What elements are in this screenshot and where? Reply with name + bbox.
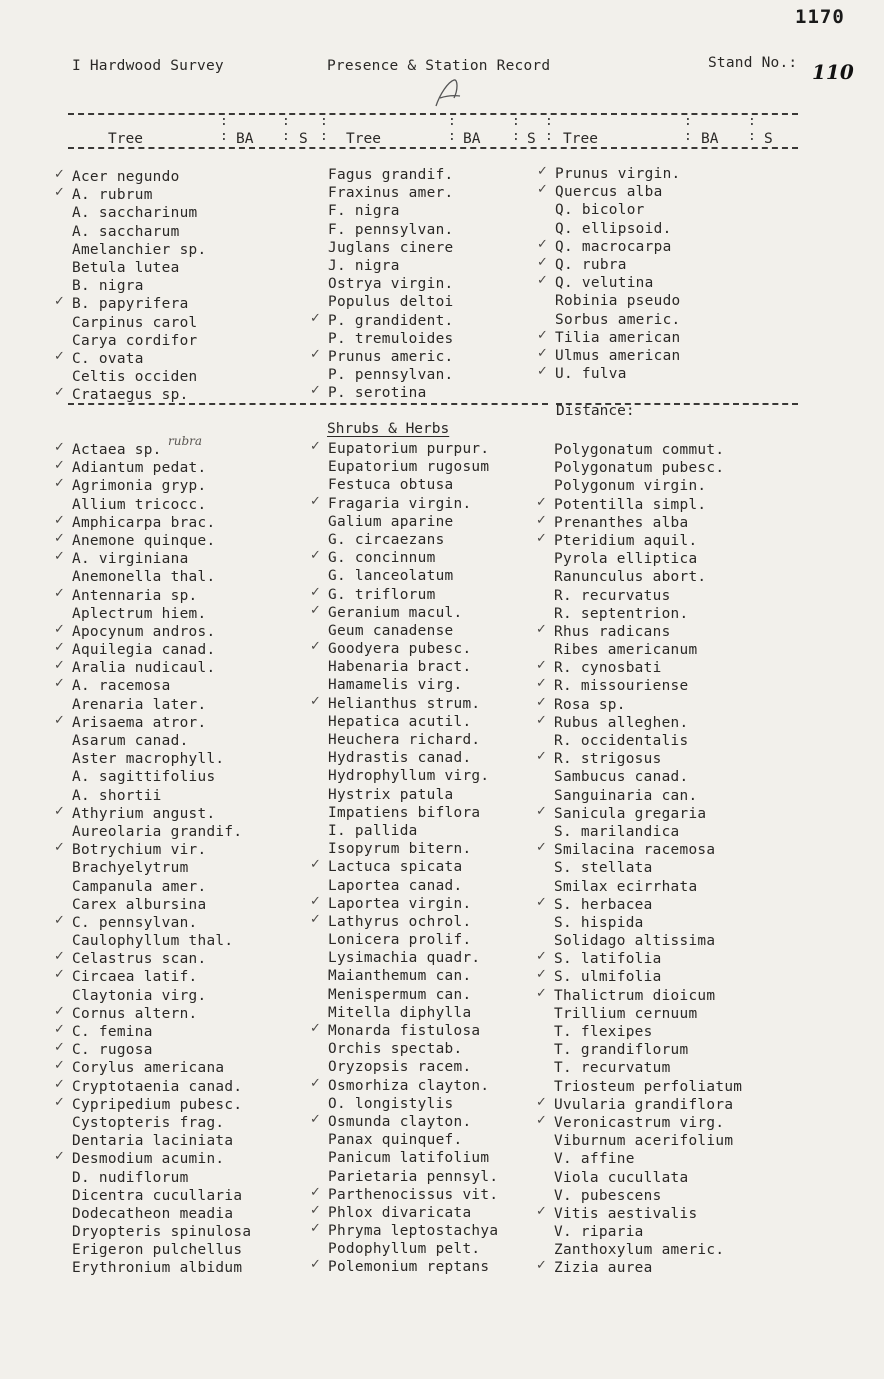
herb-entry: Hepatica acutil. — [328, 713, 472, 730]
herb-entry: ✓ Uvularia grandiflora — [554, 1096, 742, 1114]
herb-entry: ✓ Geranium macul. — [328, 604, 498, 622]
herb-entry: ✓ R. strigosus — [554, 750, 742, 768]
herb-entry: Arenaria later. — [72, 696, 207, 713]
tree-entry: Celtis occiden — [72, 369, 198, 386]
herb-entry: ✓ Botrychium vir. — [72, 841, 251, 859]
herb-entry: Asarum canad. — [72, 733, 189, 749]
tree-entry: Juglans cinere — [328, 239, 454, 256]
col-header-s-3: S — [764, 131, 773, 147]
herb-entry: T. grandiflorum — [554, 1042, 689, 1059]
herb-entry: ✓ Osmorhiza clayton. — [328, 1077, 498, 1095]
col-header-ba-3: BA — [701, 131, 719, 147]
herb-entry: Caulophyllum thal. — [72, 933, 234, 950]
stand-label: Stand No.: — [708, 55, 798, 71]
stamp-number: 1170 — [795, 6, 845, 28]
herb-entry: Viburnum acerifolium — [554, 1133, 734, 1150]
herb-entry: ✓ Parthenocissus vit. — [328, 1186, 498, 1204]
herb-entry: Aplectrum hiem. — [72, 605, 207, 622]
tree-entry: ✓ Q. rubra — [555, 256, 681, 274]
herb-entry: Festuca obtusa — [328, 477, 454, 494]
herb-entry: ✓ Rubus alleghen. — [554, 714, 742, 732]
herb-entry: V. pubescens — [554, 1187, 662, 1204]
herb-entry: ✓ S. herbacea — [554, 896, 742, 914]
herb-entry: Aureolaria grandif. — [72, 823, 243, 840]
tree-entry: P. pennsylvan. — [328, 367, 454, 384]
herb-list-3 — [554, 441, 742, 1278]
herb-entry: ✓ Lactuca spicata — [328, 858, 498, 876]
herb-entry: ✓ Potentilla simpl. — [554, 496, 742, 514]
herb-entry: ✓ A. virginiana — [72, 550, 251, 568]
herb-entry: ✓ Veronicastrum virg. — [554, 1114, 742, 1132]
herb-entry: ✓ Aquilegia canad. — [72, 641, 251, 659]
col-header-ba-2: BA — [463, 131, 481, 147]
tree-entry: F. pennsylvan. — [328, 221, 454, 238]
herb-entry: T. flexipes — [554, 1024, 653, 1040]
herb-entry: Allium tricocc. — [72, 496, 207, 513]
tree-entry: ✓ Q. velutina — [555, 274, 681, 292]
herb-entry: ✓ Anemone quinque. — [72, 532, 251, 550]
tree-entry: A. saccharum — [72, 223, 180, 240]
tree-entry: Ostrya virgin. — [328, 276, 454, 293]
record-title: Presence & Station Record — [327, 58, 551, 74]
col-header-tree-1: Tree — [108, 131, 143, 147]
tree-entry: ✓ U. fulva — [555, 365, 681, 383]
herb-entry: V. riparia — [554, 1224, 644, 1241]
herb-entry: Hydrastis canad. — [328, 750, 472, 767]
herb-entry: S. stellata — [554, 860, 653, 877]
herb-entry: ✓ Antennaria sp. — [72, 587, 251, 605]
herb-entry: Erigeron pulchellus — [72, 1242, 243, 1259]
herb-entry: ✓ Actaea sp. — [72, 441, 251, 459]
herb-entry: ✓ Zizia aurea — [554, 1259, 742, 1277]
herb-entry: A. sagittifolius — [72, 769, 216, 786]
tree-entry: ✓ P. serotina — [328, 384, 454, 402]
survey-sheet: 1170 I Hardwood Survey Presence & Station Record Stand No.: 110 Tree BA S Tree BA S Tree BA S : : : : : : : : : : : : : : : : ✓ Acer negundo ✓ A. rubrum A. saccharinum A. saccharum Amelanchier sp. Betula lutea B. nigra ✓ B. papyrifera Carpinus carol Carya cordifor ✓ C. ovata Celtis occiden ✓ Crataegus sp. Fagus grandif. Fraxinus amer. F. nigra F. pennsylvan. Juglans cinere J. nigra Ostrya virgin. Populus deltoi ✓ P. grandident. P. tremuloides ✓ Prunus americ. P. pennsylvan. ✓ P. serotina ✓ Prunus virgin. ✓ Quercus alba Q. bicolor Q. ellipsoid. ✓ Q. macrocarpa ✓ Q. rubra ✓ Q. velutina Robinia pseudo Sorbus americ. ✓ Tilia american ✓ Ulmus american ✓ U. fulva Distance: Shrubs & Herbs rubra ✓ Actaea sp. ✓ Adiantum pedat. ✓ Agrimonia gryp. Allium tricocc. ✓ Amphicarpa brac. ✓ Anemone quinque. ✓ A. virginiana Anemonella thal. ✓ Antennaria sp. Aplectrum hiem. ✓ Apocynum andros. ✓ Aquilegia canad. ✓ Aralia nudicaul. ✓ A. racemosa Arenaria later. ✓ Arisaema atror. Asarum canad. Aster macrophyll. A. sagittifolius A. shortii ✓ Athyrium angust. Aureolaria grandif. ✓ Botrychium vir. Brachyelytrum Campanula amer. Carex albursina ✓ C. pennsylvan. Caulophyllum thal. ✓ Celastrus scan. ✓ Circaea latif. Claytonia virg. ✓ Cornus altern. ✓ C. femina ✓ C. rugosa ✓ Corylus americana ✓ Cryptotaenia canad. ✓ Cypripedium pubesc. Cystopteris frag. Dentaria laciniata ✓ Desmodium acumin. D. nudiflorum Dicentra cucullaria Dodecatheon meadia Dryopteris spinulosa Erigeron pulchellus Erythronium albidum ✓ Eupatorium purpur. Eupatorium rugosum Festuca obtusa ✓ Fragaria virgin. Galium aparine G. circaezans ✓ G. concinnum G. lanceolatum ✓ G. triflorum ✓ Geranium macul. Geum canadense ✓ Goodyera pubesc. Habenaria bract. Hamamelis virg. ✓ Helianthus strum. Hepatica acutil. Heuchera richard. Hydrastis canad. Hydrophyllum virg. Hystrix patula Impatiens biflora I. pallida Isopyrum bitern. ✓ Lactuca spicata Laportea canad. ✓ Laportea virgin. ✓ Lathyrus ochrol. Lonicera prolif. Lysimachia quadr. Maianthemum can. Menispermum can. Mitella diphylla ✓ Monarda fistulosa Orchis spectab. Oryzopsis racem. ✓ Osmorhiza clayton. O. longistylis ✓ Osmunda clayton. Panax quinquef. Panicum latifolium Parietaria pennsyl. ✓ Parthenocissus vit. ✓ Phlox divaricata ✓ Phryma leptostachya Podophyllum pelt. ✓ Polemonium reptans Polygonatum commut. Polygonatum pubesc. Polygonum virgin. ✓ Potentilla simpl. ✓ Prenanthes alba ✓ Pteridium aquil. Pyrola elliptica Ranunculus abort. R. recurvatus R. septentrion. ✓ Rhus radicans Ribes americanum ✓ R. cynosbati ✓ R. missouriense ✓ Rosa sp. ✓ Rubus alleghen. R. occidentalis ✓ R. strigosus Sambucus canad. Sanguinaria can. ✓ Sanicula gregaria S. marilandica ✓ Smilacina racemosa S. stellata Smilax ecirrhata ✓ S. herbacea S. hispida Solidago altissima ✓ S. latifolia ✓ S. ulmifolia ✓ Thalictrum dioicum Trillium cernuum T. flexipes T. grandiflorum T. recurvatum Triosteum perfoliatum ✓ Uvularia grandiflora ✓ Veronicastrum virg. Viburnum acerifolium V. affine Viola cucullata V. pubescens ✓ Vitis aestivalis V. riparia Zanthoxylum americ. ✓ Zizia aurea — [0, 0, 884, 1379]
col-header-s-2: S — [527, 131, 536, 147]
herb-entry: ✓ Circaea latif. — [72, 968, 251, 986]
survey-title: I Hardwood Survey — [72, 58, 224, 74]
herb-entry: ✓ Rhus radicans — [554, 623, 742, 641]
tree-entry: ✓ Prunus virgin. — [555, 165, 681, 183]
herb-entry: ✓ Smilacina racemosa — [554, 841, 742, 859]
herb-entry: ✓ Monarda fistulosa — [328, 1022, 498, 1040]
herb-entry: Claytonia virg. — [72, 987, 207, 1004]
tree-entry: Amelanchier sp. — [72, 241, 207, 258]
handwritten-note: rubra — [168, 434, 203, 448]
herb-entry: Cystopteris frag. — [72, 1114, 225, 1131]
tree-entry: ✓ Q. macrocarpa — [555, 238, 681, 256]
herb-entry: ✓ Osmunda clayton. — [328, 1113, 498, 1131]
herb-entry: ✓ Cornus altern. — [72, 1005, 251, 1023]
herb-entry: Habenaria bract. — [328, 659, 472, 676]
col-header-tree-3: Tree — [563, 131, 598, 147]
tree-entry: B. nigra — [72, 278, 144, 295]
herb-entry: ✓ Phryma leptostachya — [328, 1222, 498, 1240]
herb-entry: Orchis spectab. — [328, 1041, 463, 1058]
tree-entry: ✓ Prunus americ. — [328, 348, 454, 366]
herb-entry: Dryopteris spinulosa — [72, 1224, 252, 1241]
herb-entry: Maianthemum can. — [328, 968, 472, 985]
herb-list-2 — [328, 440, 498, 1277]
herb-entry: ✓ C. rugosa — [72, 1041, 251, 1059]
col-header-s-1: S — [299, 131, 308, 147]
herb-entry: G. circaezans — [328, 531, 445, 548]
herb-entry: ✓ Aralia nudicaul. — [72, 659, 251, 677]
herb-entry: ✓ Apocynum andros. — [72, 623, 251, 641]
herb-entry: Menispermum can. — [328, 986, 472, 1003]
tree-list-1 — [72, 168, 206, 404]
herb-entry: R. septentrion. — [554, 605, 689, 622]
herb-entry: Galium aparine — [328, 513, 454, 530]
herb-entry: ✓ G. triflorum — [328, 586, 498, 604]
herb-entry: ✓ Thalictrum dioicum — [554, 987, 742, 1005]
herb-entry: Oryzopsis racem. — [328, 1059, 472, 1076]
tree-entry: Q. ellipsoid. — [555, 220, 672, 237]
tree-entry: Fagus grandif. — [328, 167, 454, 183]
herb-entry: Brachyelytrum — [72, 860, 189, 877]
herb-entry: ✓ R. missouriense — [554, 677, 742, 695]
herb-entry: Lysimachia quadr. — [328, 950, 481, 967]
herb-entry: Lonicera prolif. — [328, 932, 472, 949]
herb-entry: ✓ Agrimonia gryp. — [72, 477, 251, 495]
herb-entry: O. longistylis — [328, 1095, 454, 1112]
herb-entry: Hystrix patula — [328, 786, 454, 803]
distance-label: Distance: — [556, 403, 635, 419]
tree-entry: ✓ Crataegus sp. — [72, 386, 206, 404]
herb-entry: Erythronium albidum — [72, 1260, 243, 1277]
rule-trees-bottom — [68, 403, 548, 405]
herb-entry: R. recurvatus — [554, 587, 671, 604]
tree-entry: A. saccharinum — [72, 205, 198, 222]
herb-entry: ✓ Adiantum pedat. — [72, 459, 251, 477]
col-header-ba-1: BA — [236, 131, 254, 147]
tree-entry: Carpinus carol — [72, 314, 198, 331]
herb-entry: ✓ Prenanthes alba — [554, 514, 742, 532]
herb-entry: Panicum latifolium — [328, 1150, 490, 1167]
herb-entry: Campanula amer. — [72, 878, 207, 895]
herb-entry: Solidago altissima — [554, 933, 716, 950]
herb-entry: ✓ Arisaema atror. — [72, 714, 251, 732]
herb-entry: Eupatorium rugosum — [328, 459, 490, 476]
herb-entry: I. pallida — [328, 822, 418, 839]
herb-entry: ✓ Corylus americana — [72, 1059, 251, 1077]
herb-entry: ✓ Fragaria virgin. — [328, 495, 498, 513]
herb-entry: ✓ S. ulmifolia — [554, 968, 742, 986]
herb-entry: Hamamelis virg. — [328, 677, 463, 694]
herb-entry: ✓ G. concinnum — [328, 549, 498, 567]
herb-entry: Viola cucullata — [554, 1169, 689, 1186]
herb-entry: Polygonatum commut. — [554, 442, 725, 458]
herb-entry: Triosteum perfoliatum — [554, 1078, 743, 1095]
herb-entry: Heuchera richard. — [328, 732, 481, 748]
herb-entry: Sanguinaria can. — [554, 787, 698, 804]
herb-entry: ✓ Cryptotaenia canad. — [72, 1078, 251, 1096]
herb-entry: ✓ Eupatorium purpur. — [328, 440, 498, 458]
herb-entry: Polygonum virgin. — [554, 478, 707, 495]
herb-entry: ✓ S. latifolia — [554, 950, 742, 968]
herb-entry: ✓ Vitis aestivalis — [554, 1205, 742, 1223]
tree-entry: ✓ P. grandident. — [328, 312, 454, 330]
herb-entry: A. shortii — [72, 787, 162, 804]
tree-entry: F. nigra — [328, 203, 400, 220]
tree-entry: Populus deltoi — [328, 294, 454, 311]
herb-entry: ✓ Desmodium acumin. — [72, 1150, 251, 1168]
herb-entry: ✓ R. cynosbati — [554, 659, 742, 677]
herb-entry: Impatiens biflora — [328, 804, 481, 821]
herb-entry: Hydrophyllum virg. — [328, 768, 490, 785]
rule-header-bottom — [68, 147, 798, 149]
herb-entry: ✓ C. femina — [72, 1023, 251, 1041]
herb-entry: Dicentra cucullaria — [72, 1187, 243, 1204]
herb-entry: Parietaria pennsyl. — [328, 1168, 499, 1185]
herb-entry: Laportea canad. — [328, 877, 463, 894]
herb-entry: Sambucus canad. — [554, 769, 689, 786]
tree-entry: Betula lutea — [72, 259, 180, 276]
tree-entry: ✓ Acer negundo — [72, 168, 206, 186]
herb-entry: T. recurvatum — [554, 1060, 671, 1077]
herb-entry: Dentaria laciniata — [72, 1133, 234, 1150]
herb-entry: Trillium cernuum — [554, 1005, 698, 1022]
herb-entry: ✓ Sanicula gregaria — [554, 805, 742, 823]
tree-entry: ✓ A. rubrum — [72, 186, 206, 204]
herb-entry: ✓ Pteridium aquil. — [554, 532, 742, 550]
herb-entry: ✓ Cypripedium pubesc. — [72, 1096, 251, 1114]
herb-entry: Mitella diphylla — [328, 1004, 472, 1021]
herb-entry: ✓ Helianthus strum. — [328, 695, 498, 713]
tree-entry: ✓ Ulmus american — [555, 347, 681, 365]
tree-list-3 — [555, 165, 681, 383]
herb-entry: Anemonella thal. — [72, 569, 216, 586]
herb-entry: G. lanceolatum — [328, 568, 454, 585]
col-header-tree-2: Tree — [346, 131, 381, 147]
tree-entry: Robinia pseudo — [555, 293, 681, 310]
herb-entry: Ribes americanum — [554, 642, 698, 659]
tree-entry: ✓ Quercus alba — [555, 183, 681, 201]
shrubs-herbs-title: Shrubs & Herbs — [327, 421, 450, 437]
tree-entry: Fraxinus amer. — [328, 185, 454, 202]
herb-entry: ✓ A. racemosa — [72, 677, 251, 695]
tree-entry: Sorbus americ. — [555, 311, 681, 328]
herb-entry: R. occidentalis — [554, 733, 689, 749]
herb-entry: ✓ Polemonium reptans — [328, 1258, 498, 1276]
herb-entry: ✓ Rosa sp. — [554, 696, 742, 714]
tree-entry: J. nigra — [328, 257, 400, 274]
handwritten-stand-number: 110 — [812, 60, 854, 84]
herb-entry: Carex albursina — [72, 896, 207, 913]
herb-entry: Polygonatum pubesc. — [554, 460, 725, 477]
herb-entry: D. nudiflorum — [72, 1169, 189, 1186]
herb-entry: Isopyrum bitern. — [328, 841, 472, 858]
tree-entry: ✓ C. ovata — [72, 350, 206, 368]
herb-entry: Zanthoxylum americ. — [554, 1242, 725, 1259]
tree-list-2 — [328, 166, 454, 402]
herb-entry: Podophyllum pelt. — [328, 1241, 481, 1258]
herb-entry: ✓ Laportea virgin. — [328, 895, 498, 913]
herb-entry: Aster macrophyll. — [72, 751, 225, 768]
herb-entry: Panax quinquef. — [328, 1132, 463, 1149]
tree-entry: ✓ Tilia american — [555, 329, 681, 347]
pencil-scribble-icon — [430, 76, 464, 110]
herb-entry: ✓ Phlox divaricata — [328, 1204, 498, 1222]
herb-entry: Dodecatheon meadia — [72, 1205, 234, 1222]
herb-entry: ✓ C. pennsylvan. — [72, 914, 251, 932]
herb-entry: Ranunculus abort. — [554, 569, 707, 586]
herb-entry: Geum canadense — [328, 622, 454, 639]
herb-entry: ✓ Celastrus scan. — [72, 950, 251, 968]
herb-entry: S. marilandica — [554, 823, 680, 840]
tree-entry: P. tremuloides — [328, 330, 454, 347]
herb-entry: ✓ Goodyera pubesc. — [328, 640, 498, 658]
tree-entry: Carya cordifor — [72, 332, 198, 349]
herb-entry: ✓ Lathyrus ochrol. — [328, 913, 498, 931]
herb-entry: Pyrola elliptica — [554, 551, 698, 568]
herb-entry: ✓ Athyrium angust. — [72, 805, 251, 823]
herb-list-1 — [72, 441, 251, 1278]
herb-entry: Smilax ecirrhata — [554, 878, 698, 895]
tree-entry: Q. bicolor — [555, 202, 645, 219]
herb-entry: V. affine — [554, 1151, 635, 1168]
herb-entry: ✓ Amphicarpa brac. — [72, 514, 251, 532]
herb-entry: S. hispida — [554, 914, 644, 931]
tree-entry: ✓ B. papyrifera — [72, 295, 206, 313]
